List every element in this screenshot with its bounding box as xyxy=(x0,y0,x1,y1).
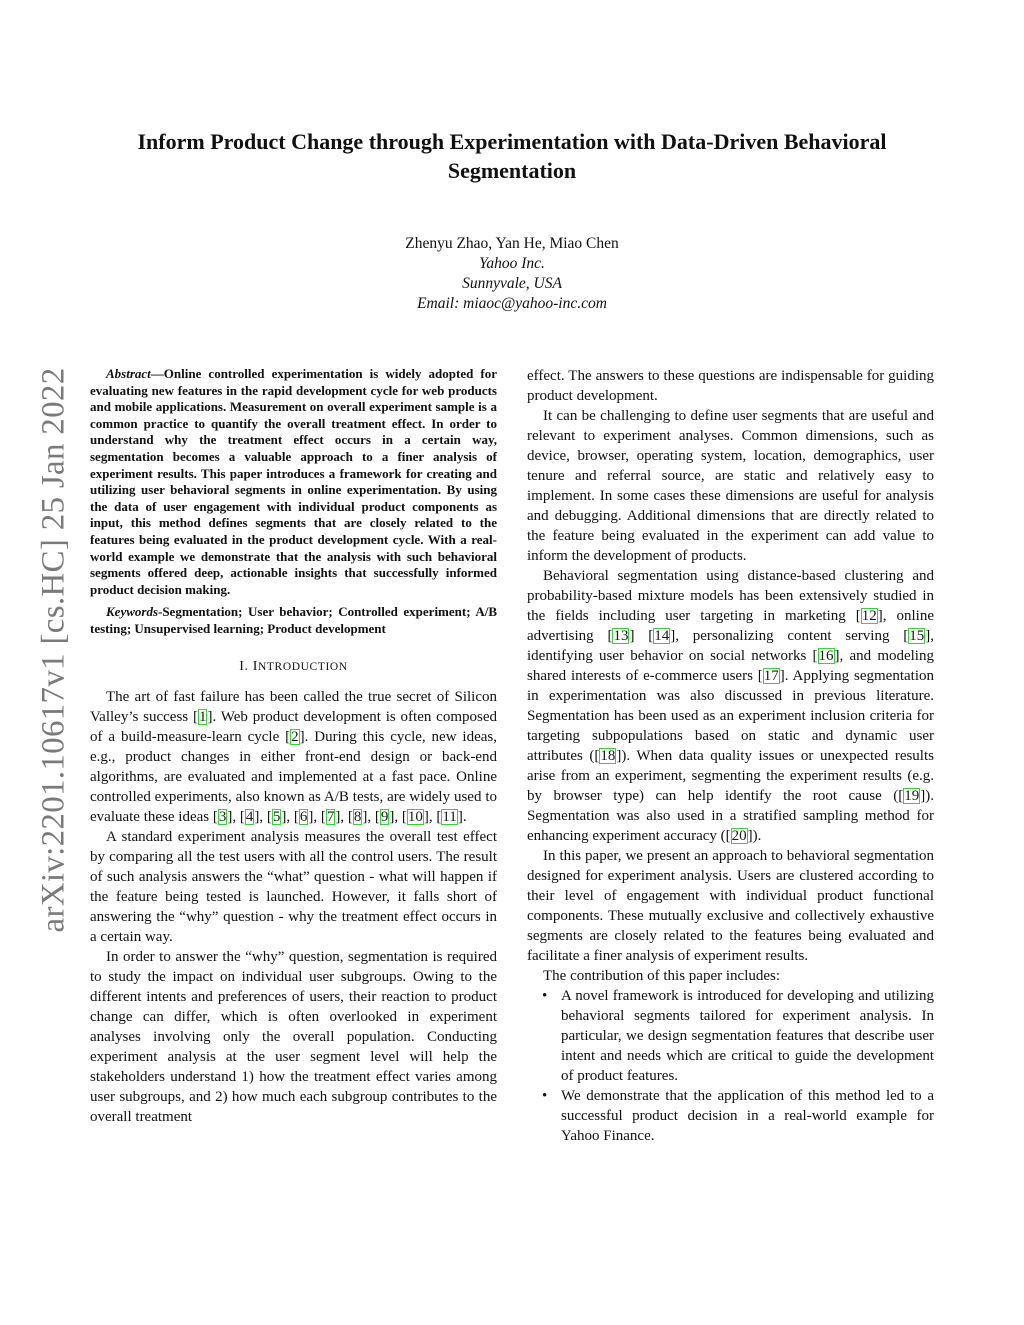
section-heading-introduction: I. INTRODUCTION xyxy=(239,658,348,674)
citation-link[interactable]: 17 xyxy=(763,668,779,684)
contribution-item-1: • A novel framework is introduced for developing and utilizing behavioral segments tailored for experiment analysis. In particular, we design segmentation features that describe user intent and needs which are critical to guide the development of product features. xyxy=(561,986,934,1086)
arxiv-identifier: arXiv:2201.10617v1 [cs.HC] 25 Jan 2022 xyxy=(35,367,72,933)
citation-link[interactable]: 11 xyxy=(442,808,457,825)
citation-link[interactable]: 4 xyxy=(245,808,254,825)
keywords xyxy=(90,604,497,637)
author-affiliation: Yahoo Inc. xyxy=(479,255,545,272)
keywords-text: -Segmentation; User behavior; Controlled experiment; A/B testing; Unsupervised learning; Product development xyxy=(90,604,497,636)
intro-paragraph-2: A standard experiment analysis measures the overall test effect by comparing all the test users with all the control users. The result of such analysis answers the “what” question - what will happen if the feature being tested is launched. However, it falls short of answering the “why” question - why the treatment effect occurs in a certain way. xyxy=(90,828,497,945)
contribution-lead: The contribution of this paper includes: xyxy=(543,968,781,984)
citation-link[interactable]: 5 xyxy=(272,808,281,825)
intro-paragraph-6: In this paper, we present an approach to behavioral segmentation designed for experiment analysis. Users are clustered according to their level of engagement with individual product functional components. These mutually exclusive and collectively exhaustive segments are closely related to the features being evaluated and facilitate a finer analysis of experiment results. xyxy=(527,848,934,964)
citation-link[interactable]: 1 xyxy=(198,708,207,725)
citation-link[interactable]: 13 xyxy=(613,628,629,644)
citation-link[interactable]: 15 xyxy=(909,628,925,644)
author-email: Email: miaoc@yahoo-inc.com xyxy=(417,295,607,312)
contribution-list xyxy=(527,986,934,1146)
abstract xyxy=(90,366,497,598)
intro-paragraph-1: The art of fast failure has been called the true secret of Silicon Valley’s success [1]. Web product development is often composed of a build-measure-learn cycle [2]. During this cycle, new ideas, e.g., product changes in either front-end design or back-end algorithms, are evaluated and implemented at a fast pace. Online controlled experiments, also known as A/B tests, are widely used to evaluate these ideas [3], [4], [5], [6], [7], [8], [9], [10], [11]. xyxy=(90,688,497,825)
author-names: Zhenyu Zhao, Yan He, Miao Chen xyxy=(405,235,619,252)
citation-link[interactable]: 6 xyxy=(299,808,308,825)
right-column xyxy=(527,366,934,1146)
intro-paragraph-3-continued: effect. The answers to these questions are indispensable for guiding product development. xyxy=(527,368,934,404)
abstract-text: —Online controlled experimentation is widely adopted for evaluating new features in the rapid development cycle for web products and mobile applications. Measurement on overall experiment sample is a common practice to quantify the overall treatment effect. In order to understand why the treatment effect occurs in a certain way, segmentation becomes a valuable approach to a finer analysis of experiment results. This paper introduces a framework for creating and utilizing user behavioral segments in online experimentation. By using the data of user engagement with individual product components as input, this method defines segments that are closely related to the features being evaluated in the product development cycle. With a real-world example we demonstrate that the analysis with such behavioral segments offered deep, actionable insights that successfully informed product decision making. xyxy=(90,366,497,597)
citation-link[interactable]: 14 xyxy=(654,628,670,644)
author-location: Sunnyvale, USA xyxy=(462,275,562,292)
citation-link[interactable]: 3 xyxy=(218,808,227,825)
intro-paragraph-3: In order to answer the “why” question, segmentation is required to study the impact on individual user subgroups. Owing to the different intents and preferences of users, their reaction to product change can differ, which is often overlooked in experiment analyses involving only the overall population. Conducting experiment analysis at the user segment level will help the stakeholders understand 1) how the treatment effect varies among user subgroups, and 2) how much each subgroup contributes to the overall treatment xyxy=(90,948,497,1125)
citation-link[interactable]: 19 xyxy=(904,788,920,804)
citation-link[interactable]: 12 xyxy=(861,608,877,624)
citation-link[interactable]: 9 xyxy=(380,808,389,825)
intro-paragraph-4: It can be challenging to define user segments that are useful and relevant to experiment analyses. Common dimensions, such as device, browser, operating system, location, demographics, user tenure and referral source, are static and relatively easy to implement. In some cases these dimensions are useful for analysis and debugging. Additional dimensions that are directly related to the feature being evaluated in the experiment can add value to inform the development of products. xyxy=(527,408,934,564)
citation-link[interactable]: 8 xyxy=(353,808,362,825)
title-line-1: Inform Product Change through Experimentation with Data-Driven Behavioral xyxy=(137,129,887,154)
citation-link[interactable]: 16 xyxy=(818,648,834,664)
citation-link[interactable]: 10 xyxy=(407,808,423,825)
author-block xyxy=(212,234,812,314)
title-line-2: Segmentation xyxy=(447,158,577,183)
citation-link[interactable]: 20 xyxy=(731,828,747,844)
paper-title xyxy=(80,127,944,185)
citation-link[interactable]: 18 xyxy=(600,748,616,764)
contribution-item-2: • We demonstrate that the application of this method led to a successful product decision in a real-world example for Yahoo Finance. xyxy=(561,1086,934,1146)
abstract-label: Abstract xyxy=(106,366,151,381)
keywords-label: Keywords xyxy=(106,604,158,620)
citation-link[interactable]: 2 xyxy=(291,728,299,745)
intro-paragraph-5: Behavioral segmentation using distance-based clustering and probability-based mixture models has been extensively studied in the fields including user targeting in marketing [12], online advertising [13] [14], personalizing content serving [15], identifying user behavior on social networks [16], and modeling shared interests of e-commerce users [17]. Applying segmentation in experimentation was also discussed in previous literature. Segmentation has been used as an experiment inclusion criteria for targeting subpopulations based on static and dynamic user attributes ([18]). When data quality issues or unexpected results arise from an experiment, segmenting the experiment results (e.g. by browser type) can help identify the root cause ([19]). Segmentation was also used in a stratified sampling method for enhancing experiment accuracy ([20]). xyxy=(527,568,934,844)
left-column xyxy=(90,366,497,1127)
citation-link[interactable]: 7 xyxy=(326,808,335,825)
